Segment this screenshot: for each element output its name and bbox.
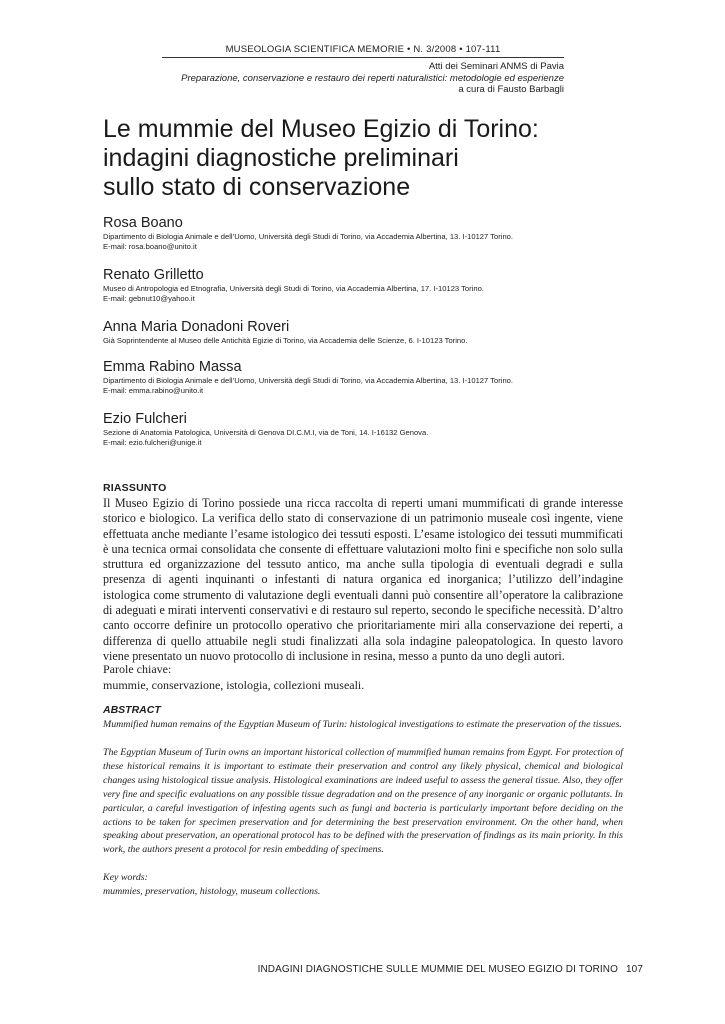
- keywords-list: mummie, conservazione, istologia, collezioni museali.: [103, 677, 365, 692]
- abstract-english-title: Mummified human remains of the Egyptian Museum of Turin: histological investigations to estimate the preservation of the tissues.: [103, 719, 622, 730]
- abstract-text: The Egyptian Museum of Turin owns an important historical collection of mummified human remains from Egypt. For protection of these historical remains it is important to estimate their preservation and control any likely physical, chemical and biological changes using histological tissue analysis. Histological examinations are indeed useful to assess the general tissue. Also, they offer very fine and specific evaluations on any possible tissue degradation and on the presence of any inorganic or organic pollutants. In particular, a careful investigation of infesting agents such as fungi and bacteria is particularly important before deciding on the actions to be taken for specimen preservation and for determining the best preservation environment. On the other hand, when speaking about preservation, an operational protocol has to be defined with the preservation of findings as its main priority. In this work, the authors present a protocol for resin embedding of specimens.: [103, 747, 623, 856]
- riassunto-text: Il Museo Egizio di Torino possiede una ricca raccolta di reperti umani mummificati di grande interesse storico e biologico. La verifica dello stato di conservazione di un patrimonio museale così ingente, viene effettuata anche mediante l’esame istologico dei tessuti esposti. L’esame istologico dei tessuti mummificati è una tecnica ormai consolidata che consente di effettuare valutazioni molto fini e specifiche non solo sulla struttura ed organizzazione del tessuto antico, ma anche sulla tipologia di eventuali degradi e sulla presenza di agenti inquinanti o infestanti di natura organica ed inorganica; l’utilizzo dell’indagine istologica come strumento di valutazione degli eventuali danni può consentire all’operatore la calibrazione di adeguati e mirati interventi conservativi e di restauro sul reperto, secondo le specifiche necessità. D’altro canto occorre definire un protocollo operativo che prioritariamente miri alla conservazione dei reperti, a differenza di quello attuabile negli studi finalizzati alla sola indagine paleopatologica. In questo lavoro viene presentato un nuovo protocollo di inclusione in resina, messo a punto da uno degli autori.: [103, 496, 623, 663]
- author-block: [103, 266, 623, 304]
- author-email: E-mail: emma.rabino@unito.it: [103, 386, 204, 395]
- author-name: Anna Maria Donadoni Roveri: [103, 319, 290, 335]
- author-block: [103, 358, 623, 396]
- author-block: [103, 214, 623, 252]
- author-name: Rosa Boano: [103, 215, 183, 231]
- author-email: E-mail: rosa.boano@unito.it: [103, 242, 197, 251]
- author-email: E-mail: gebnut10@yahoo.it: [103, 294, 195, 303]
- page-number: 107: [626, 964, 643, 975]
- author-affiliation: Già Soprintendente al Museo delle Antichità Egizie di Torino, via Accademia delle Scienze, 6. I-10123 Torino.: [103, 336, 468, 345]
- proceedings-series: Atti dei Seminari ANMS di Pavia: [428, 61, 564, 72]
- author-email: E-mail: ezio.fulcheri@unige.it: [103, 438, 202, 447]
- title-line: Le mummie del Museo Egizio di Torino:: [103, 115, 539, 143]
- title-line: indagini diagnostiche preliminari: [103, 144, 459, 172]
- author-block: [103, 318, 623, 346]
- header-rule: [162, 57, 564, 58]
- proceedings-info: [150, 61, 564, 96]
- author-block: [103, 410, 623, 448]
- author-name: Renato Grilletto: [103, 267, 204, 283]
- journal-citation: MUSEOLOGIA SCIENTIFICA MEMORIE • N. 3/2008 • 107-111: [225, 44, 501, 55]
- author-affiliation: Sezione di Anatomia Patologica, Università di Genova DI.C.M.I, via de Toni, 14. I-16132 Genova.: [103, 428, 429, 437]
- english-keywords: [103, 871, 623, 898]
- author-affiliation: Dipartimento di Biologia Animale e dell’Uomo, Università degli Studi di Torino, via Accademia Albertina, 13. I-10127 Torino.: [103, 376, 514, 385]
- riassunto-heading: RIASSUNTO: [103, 482, 167, 494]
- author-affiliation: Museo di Antropologia ed Etnografia, Università degli Studi di Torino, via Accademia Albertina, 17. I-10123 Torino.: [103, 284, 484, 293]
- keywords-label: Parole chiave:: [103, 662, 172, 676]
- running-title: INDAGINI DIAGNOSTICHE SULLE MUMMIE DEL MUSEO EGIZIO DI TORINO: [257, 964, 618, 975]
- italian-keywords: [103, 662, 623, 693]
- page-footer: [258, 964, 643, 975]
- abstract-heading: ABSTRACT: [103, 704, 161, 716]
- title-line: sullo stato di conservazione: [103, 173, 411, 201]
- keywords-label: Key words:: [103, 872, 148, 883]
- author-name: Ezio Fulcheri: [103, 411, 187, 427]
- proceedings-title: Preparazione, conservazione e restauro dei reperti naturalistici: metodologie ed esperienze: [181, 72, 564, 84]
- proceedings-editor: a cura di Fausto Barbagli: [458, 84, 564, 95]
- keywords-list: mummies, preservation, histology, museum collections.: [103, 885, 321, 897]
- article-title: [103, 115, 623, 202]
- author-name: Emma Rabino Massa: [103, 359, 242, 375]
- author-affiliation: Dipartimento di Biologia Animale e dell’Uomo, Università degli Studi di Torino, via Accademia Albertina, 13. I-10127 Torino.: [103, 232, 514, 241]
